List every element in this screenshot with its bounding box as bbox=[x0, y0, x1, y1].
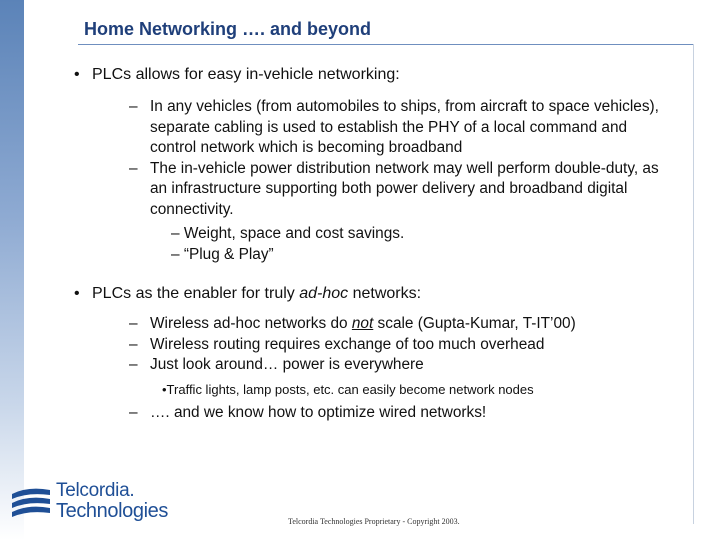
dash-marker: – bbox=[129, 159, 138, 177]
footer-copyright: Telcordia Technologies Proprietary - Copyright 2003. bbox=[288, 517, 460, 526]
sub-bullet-text: The in-vehicle power distribution network may well perform double-duty, as an infrastructure supporting both power delivery and broadband digital connectivity. bbox=[150, 159, 659, 218]
right-divider bbox=[693, 44, 694, 524]
sub-bullet-text: Wireless routing requires exchange of too much overhead bbox=[150, 335, 545, 353]
dash-marker: – bbox=[129, 335, 138, 353]
dash-marker: – bbox=[129, 356, 138, 373]
sub-bullet-text-pre: Wireless ad-hoc networks do bbox=[150, 315, 352, 332]
bullet-marker: • bbox=[74, 285, 80, 302]
title-divider bbox=[78, 44, 694, 45]
dash-marker: – bbox=[129, 315, 138, 332]
sub-bullet-emphasis: not bbox=[351, 315, 374, 332]
logo-wordmark-line1: Telcordia. bbox=[56, 480, 135, 501]
slide-content bbox=[74, 64, 674, 423]
sub-bullet-power-everywhere bbox=[74, 355, 674, 376]
telcordia-swoosh-icon bbox=[10, 484, 54, 524]
telcordia-logo bbox=[10, 480, 180, 530]
bullet-text-post: networks: bbox=[348, 285, 422, 302]
logo-wordmark-line2: Technologies bbox=[56, 500, 168, 522]
dash-marker: – bbox=[129, 98, 138, 115]
sub-bullet-text: Just look around… power is everywhere bbox=[150, 356, 424, 373]
bullet-marker: • bbox=[74, 66, 80, 83]
dash-marker: – bbox=[129, 403, 138, 421]
slide-title: Home Networking …. and beyond bbox=[84, 19, 372, 39]
bullet-in-vehicle bbox=[74, 64, 674, 85]
sub-bullet-text-post: scale (Gupta-Kumar, T-IT’00) bbox=[373, 315, 576, 332]
sub-sub-bullet-traffic-lights: •Traffic lights, lamp posts, etc. can easily become network nodes bbox=[162, 381, 534, 397]
sub-sub-bullet-plug-play: – “Plug & Play” bbox=[171, 245, 274, 263]
sub-bullet-power-network bbox=[74, 159, 674, 221]
sub-bullet-wired-networks bbox=[74, 403, 674, 424]
sub-bullet-cabling bbox=[74, 97, 674, 159]
bullet-ad-hoc bbox=[74, 283, 674, 304]
sidebar-gradient bbox=[0, 0, 24, 540]
bullet-text-italic: ad-hoc bbox=[299, 285, 349, 302]
sub-bullet-wireless-routing bbox=[74, 335, 674, 356]
bullet-text: PLCs allows for easy in-vehicle networking: bbox=[92, 66, 400, 83]
bullet-text-pre: PLCs as the enabler for truly bbox=[92, 285, 300, 302]
sub-sub-bullet-savings: – Weight, space and cost savings. bbox=[171, 225, 405, 242]
sub-bullet-wireless-scale bbox=[74, 314, 674, 335]
sub-bullet-text: …. and we know how to optimize wired networks! bbox=[150, 403, 487, 421]
sub-bullet-text: In any vehicles (from automobiles to ships, from aircraft to space vehicles), separate cabling is used to establish the PHY of a local command and control network which is becoming broadband bbox=[150, 98, 659, 156]
